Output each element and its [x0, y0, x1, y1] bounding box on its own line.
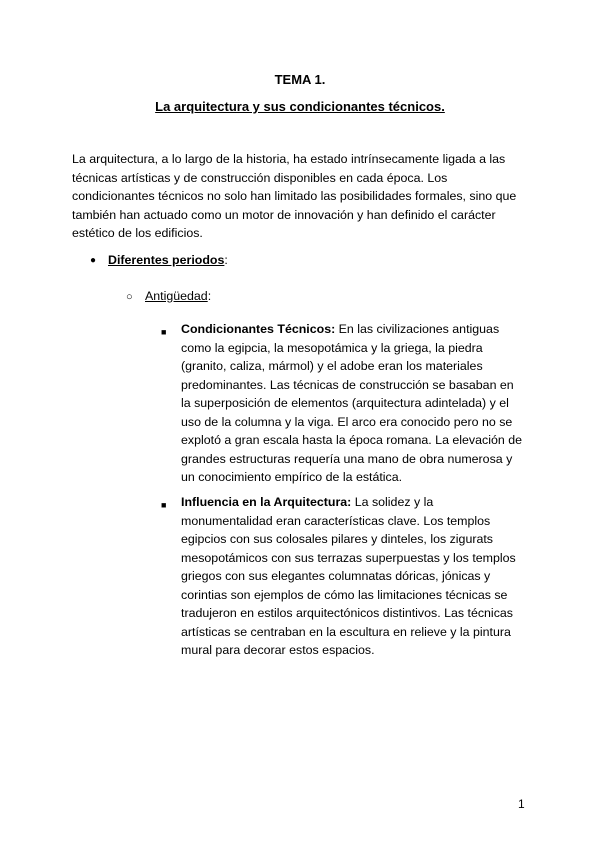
page-number: 1 [518, 797, 525, 811]
square-bullet-icon: ■ [161, 500, 167, 510]
intro-paragraph: La arquitectura, a lo largo de la historia, ha estado intrínsecamente ligada a las técnicas artísticas y de construcción disponibles en cada época. Los condicionantes técnicos no solo han limitado las posibilidades formales, sino que también han actuado como un motor de innovación y han definido el carácter estético de los edificios. [72, 152, 517, 240]
list-item [181, 493, 526, 660]
list-item-text: En las civilizaciones antiguas como la egipcia, la mesopotámica y la griega, la piedra (granito, caliza, mármol) y el adobe eran los materiales predominantes. Las técnicas de construcción se basaban en la superposición de elementos (arquitectura adintelada) y el uso de la columna y la viga. El arco era conocido pero no se explotó a gran escala hasta la época romana. La elevación de grandes estructuras requería una mano de obra numerosa y un conocimiento empírico de la estática. [181, 322, 522, 484]
filled-circle-bullet-icon: ● [90, 255, 97, 266]
list-item-label: Influencia en la Arquitectura: [181, 495, 352, 509]
subsection-heading [145, 287, 211, 306]
list-item-label: Condicionantes Técnicos: [181, 322, 336, 336]
square-bullet-icon: ■ [161, 327, 167, 337]
list-item [181, 320, 526, 487]
hollow-circle-bullet-icon: ○ [126, 291, 133, 303]
document-subtitle: La arquitectura y sus condicionantes técnicos. [155, 99, 445, 114]
section-heading [108, 251, 228, 270]
list-item-text: La solidez y la monumentalidad eran características clave. Los templos egipcios con sus colosales pilares y dinteles, los zigurats mesopotámicos con sus terrazas superpuestas y los templos griegos con sus elegantes columnatas dóricas, jónicas y corintias son ejemplos de cómo las limitaciones técnicas se tradujeron en estilos arquitectónicos distintivos. Las técnicas artísticas se centraban en la escultura en relieve y la pintura mural para decorar estos espacios. [181, 495, 516, 657]
section-label: Diferentes periodos [108, 253, 225, 267]
subsection-label: Antigüedad [145, 289, 208, 303]
subsection-suffix: : [207, 289, 212, 303]
document-title: TEMA 1. [274, 72, 326, 87]
section-suffix: : [224, 253, 228, 267]
